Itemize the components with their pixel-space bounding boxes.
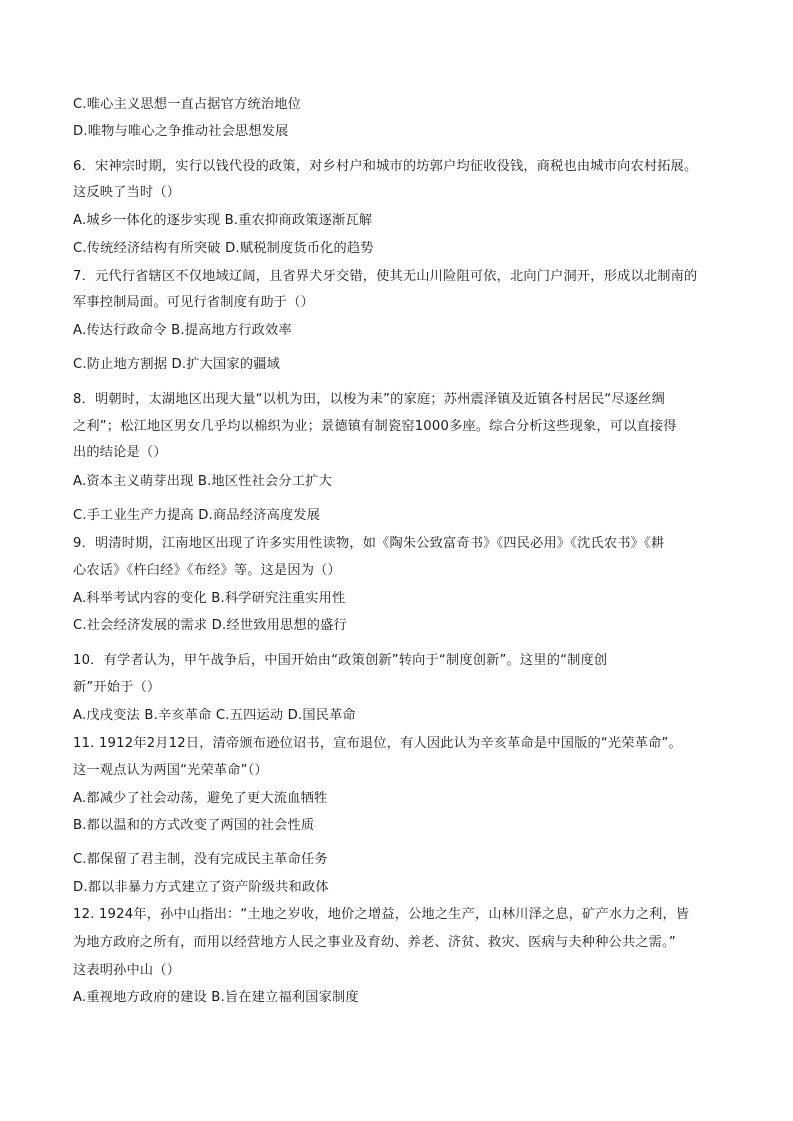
question-12-stem-cont-1: 为地方政府之所有，而用以经营地方人民之事业及育幼、养老、济贫、救灾、医病与夫种种公共之需。” [73, 935, 676, 950]
question-12-stem: 12. 1924年，孙中山指出：“土地之岁收，地价之增益，公地之生产，山林川泽之息，矿产水力之利，皆 [73, 907, 690, 922]
question-6-stem: 6．宋神宗时期，实行以钱代役的政策，对乡村户和城市的坊郭户均征收役钱，商税也由城市向农村拓展。 [73, 159, 698, 174]
question-8-options-cd: C.手工业生产力提高 D.商品经济高度发展 [73, 508, 321, 523]
question-10-stem: 10．有学者认为，甲午战争后，中国开始由“政策创新”转向于“制度创新”。这里的“制度创 [73, 653, 608, 668]
question-7-options-ab: A.传达行政命令 B.提高地方行政效率 [73, 323, 292, 338]
question-6-options-ab: A.城乡一体化的逐步实现 B.重农抑商政策逐渐瓦解 [73, 213, 373, 228]
question-7-stem-cont: 军事控制局面。可见行省制度有助于（） [73, 295, 314, 310]
question-11-stem: 11. 1912年2月12日，清帝颁布逊位诏书，宣布退位，有人因此认为辛亥革命是中国版的“光荣革命”。 [73, 736, 682, 751]
question-10-options: A.戊戌变法 B.辛亥革命 C.五四运动 D.国民革命 [73, 708, 356, 723]
question-11-stem-cont: 这一观点认为两国“光荣革命”（） [73, 763, 268, 778]
question-12-stem-cont-2: 这表明孙中山（） [73, 963, 181, 978]
option-5c: C.唯心主义思想一直占据官方统治地位 [73, 97, 301, 112]
question-11-option-a: A.都减少了社会动荡，避免了更大流血牺牲 [73, 791, 328, 806]
question-11-option-d: D.都以非暴力方式建立了资产阶级共和政体 [73, 880, 329, 895]
option-5d: D.唯物与唯心之争推动社会思想发展 [73, 124, 289, 139]
question-9-options-ab: A.科举考试内容的变化 B.科学研究注重实用性 [73, 591, 346, 606]
question-10-stem-cont: 新”开始于（） [73, 680, 161, 695]
question-9-stem-cont: 心农话》《杵臼经》《布经》等。这是因为（） [73, 563, 341, 578]
question-8-stem-cont-2: 出的结论是（） [73, 445, 167, 460]
question-6-stem-cont: 这反映了当时（） [73, 185, 181, 200]
question-8-options-ab: A.资本主义萌芽出现 B.地区性社会分工扩大 [73, 474, 332, 489]
question-7-stem: 7．元代行省辖区不仅地域辽阔，且省界犬牙交错，使其无山川险阻可依，北向门户洞开，形成以北制南的 [73, 269, 698, 284]
question-8-stem-cont-1: 之利”；松江地区男女几乎均以棉织为业；景德镇有制瓷窑1000多座。综合分析这些现象，可以直接得 [73, 419, 677, 434]
question-11-option-c: C.都保留了君主制，没有完成民主革命任务 [73, 852, 328, 867]
question-9-options-cd: C.社会经济发展的需求 D.经世致用思想的盛行 [73, 618, 347, 633]
question-11-option-b: B.都以温和的方式改变了两国的社会性质 [73, 818, 315, 833]
question-8-stem: 8．明朝时，太湖地区出现大量“以机为田，以梭为耒”的家庭；苏州震泽镇及近镇各村居民“尽逐丝绸 [73, 392, 665, 407]
question-6-options-cd: C.传统经济结构有所突破 D.赋税制度货币化的趋势 [73, 241, 374, 256]
question-9-stem: 9．明清时期，江南地区出现了许多实用性读物，如《陶朱公致富奇书》《四民必用》《沈氏农书》《耕 [73, 536, 665, 551]
question-7-options-cd: C.防止地方割据 D.扩大国家的疆域 [73, 357, 280, 372]
question-12-options-ab: A.重视地方政府的建设 B.旨在建立福利国家制度 [73, 990, 359, 1005]
